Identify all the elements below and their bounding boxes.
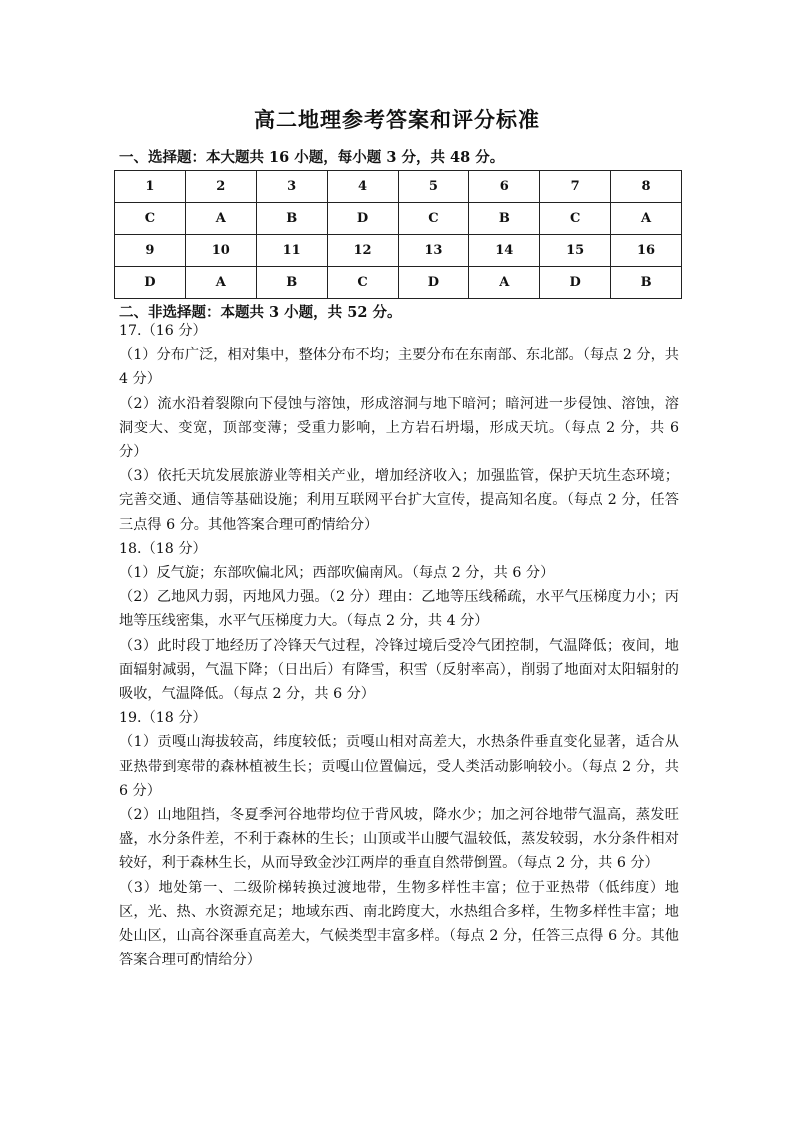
table-cell: 12: [327, 235, 398, 267]
table-cell: 2: [185, 171, 256, 203]
table-row: [115, 267, 682, 299]
table-cell: 15: [540, 235, 611, 267]
table-cell: 5: [398, 171, 469, 203]
table-row: [115, 171, 682, 203]
table-cell: 1: [115, 171, 186, 203]
question-19-heading: 19.（18 分）: [119, 710, 207, 727]
table-row: [115, 235, 682, 267]
table-cell: A: [611, 203, 682, 235]
table-cell: D: [115, 267, 186, 299]
answer-17-1: （1）分布广泛，相对集中，整体分布不均；主要分布在东南部、东北部。（每点 2 分，共 4 分）: [119, 347, 679, 388]
table-row: [115, 203, 682, 235]
table-cell: B: [256, 267, 327, 299]
table-cell: 8: [611, 171, 682, 203]
table-cell: 4: [327, 171, 398, 203]
table-cell: 14: [469, 235, 540, 267]
table-cell: C: [540, 203, 611, 235]
answer-17-2: （2）流水沿着裂隙向下侵蚀与溶蚀，形成溶洞与地下暗河；暗河进一步侵蚀、溶蚀，溶洞变大、变宽，顶部变薄；受重力影响，上方岩石坍塌，形成天坑。（每点 2 分，共 6 分）: [119, 395, 679, 461]
table-cell: B: [469, 203, 540, 235]
answer-18-3: （3）此时段丁地经历了冷锋天气过程，冷锋过境后受冷气团控制，气温降低；夜间，地面辐射减弱，气温下降；（日出后）有降雪，积雪（反射率高），削弱了地面对太阳辐射的吸收，气温降低。（每点 2 分，共 6 分）: [119, 637, 679, 703]
table-cell: A: [185, 203, 256, 235]
table-cell: 13: [398, 235, 469, 267]
table-cell: B: [256, 203, 327, 235]
section-1-heading: 一、选择题：本大题共 16 小题，每小题 3 分，共 48 分。: [119, 149, 505, 166]
table-cell: B: [611, 267, 682, 299]
answer-19-2: （2）山地阻挡，冬夏季河谷地带均位于背风坡，降水少；加之河谷地带气温高，蒸发旺盛，水分条件差，不利于森林的生长；山顶或半山腰气温较低，蒸发较弱，水分条件相对较好，利于森林生长，从而导致金沙江两岸的垂直自然带倒置。（每点 2 分，共 6 分）: [119, 807, 679, 872]
table-cell: 16: [611, 235, 682, 267]
answer-18-2: （2）乙地风力弱，丙地风力强。（2 分）理由：乙地等压线稀疏，水平气压梯度力小；丙地等压线密集，水平气压梯度力大。（每点 2 分，共 4 分）: [119, 589, 679, 630]
answer-table: [114, 170, 682, 299]
answer-19-3: （3）地处第一、二级阶梯转换过渡地带，生物多样性丰富；位于亚热带（低纬度）地区，光、热、水资源充足；地域东西、南北跨度大，水热组合多样，生物多样性丰富；地处山区，山高谷深垂直高差大，气候类型丰富多样。（每点 2 分，任答三点得 6 分。其他答案合理可酌情给分）: [119, 879, 679, 969]
table-cell: D: [540, 267, 611, 299]
table-cell: A: [185, 267, 256, 299]
table-cell: 9: [115, 235, 186, 267]
table-cell: 7: [540, 171, 611, 203]
table-cell: 6: [469, 171, 540, 203]
section-2-heading: 二、非选择题：本题共 3 小题，共 52 分。: [119, 304, 402, 321]
table-cell: 3: [256, 171, 327, 203]
page-title: 高二地理参考答案和评分标准: [254, 108, 540, 132]
question-17-heading: 17.（16 分）: [119, 323, 207, 339]
table-cell: D: [398, 267, 469, 299]
answer-17-3: （3）依托天坑发展旅游业等相关产业，增加经济收入；加强监管，保护天坑生态环境；完善交通、通信等基础设施；利用互联网平台扩大宣传，提高知名度。（每点 2 分，任答三点得 6 分。其他答案合理可酌情给分）: [119, 468, 679, 533]
answer-body: [119, 319, 679, 972]
table-cell: C: [115, 203, 186, 235]
table-cell: 11: [256, 235, 327, 267]
table-cell: C: [398, 203, 469, 235]
question-18-heading: 18.（18 分）: [119, 540, 207, 557]
table-cell: C: [327, 267, 398, 299]
answer-19-1: （1）贡嘎山海拔较高，纬度较低；贡嘎山相对高差大，水热条件垂直变化显著，适合从亚热带到寒带的森林植被生长；贡嘎山位置偏远，受人类活动影响较小。（每点 2 分，共 6 分）: [119, 734, 679, 799]
table-cell: D: [327, 203, 398, 235]
table-cell: A: [469, 267, 540, 299]
table-cell: 10: [185, 235, 256, 267]
answer-18-1: （1）反气旋；东部吹偏北风；西部吹偏南风。（每点 2 分，共 6 分）: [119, 565, 555, 582]
